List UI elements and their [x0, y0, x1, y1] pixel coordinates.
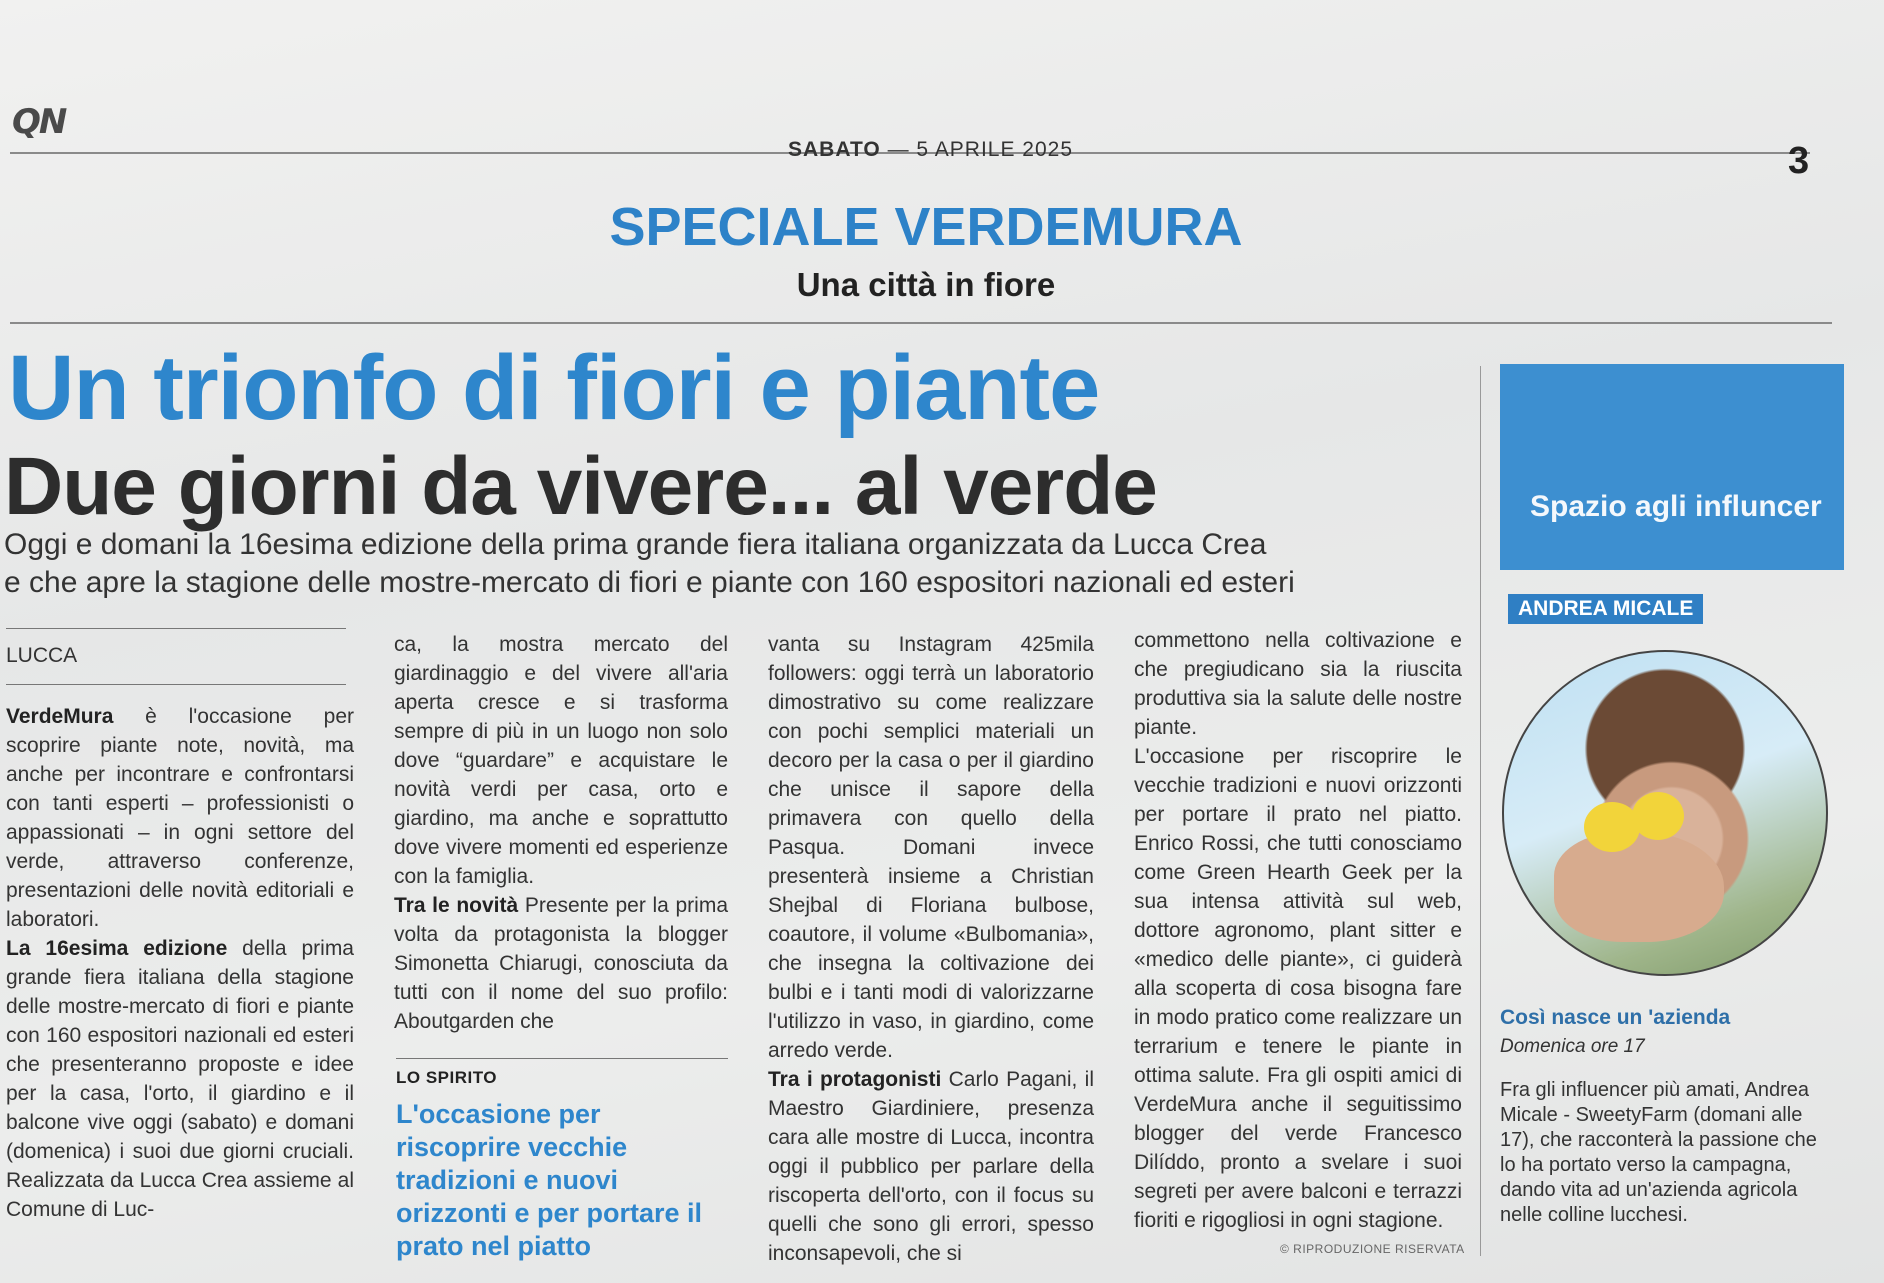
column-3-text-2: Carlo Pagani, il Maestro Giardiniere, presenza cara alle mostre di Lucca, incontra oggi il pubblico per parlare della riscoperta dell'orto, con il focus su quelli che sono gli errori, spesso inconsapevoli, che si: [768, 1068, 1094, 1265]
page-number: 3: [1788, 140, 1810, 182]
article-column-1: [6, 702, 354, 1224]
date-day: SABATO: [788, 138, 881, 161]
sidebar-body: Fra gli influencer più amati, Andrea Micale - SweetyFarm (domani alle 17), che racconterà la passione che lo ha portato verso la campagna, dando vita ad un'azienda agricola nelle colline lucchesi.: [1500, 1079, 1817, 1226]
spirit-box: [396, 1068, 730, 1263]
column-2-bold-2: Tra le novità: [394, 894, 519, 917]
issue-date: [788, 138, 1073, 162]
column-2-text-2: Presente per la prima volta da protagonista la blogger Simonetta Chiarugi, conosciuta da tutti con il nome del suo profilo: Aboutgarden che: [394, 894, 728, 1033]
box-rule: [396, 1058, 728, 1059]
lead-line-2: e che apre la stagione delle mostre-mercato di fiori e piante con 160 espositori nazionali ed esteri: [4, 566, 1295, 599]
column-1-paragraph-1: [6, 702, 354, 934]
date-rest: 5 APRILE 2025: [916, 138, 1074, 161]
section-rule: [10, 322, 1832, 324]
dateline-rule-top: [6, 628, 346, 629]
sidebar-caption-time: Domenica ore 17: [1500, 1036, 1645, 1057]
sidebar-divider: [1480, 366, 1481, 1256]
column-1-text-1: è l'occasione per scoprire piante note, novità, ma anche per incontrare e confrontarsi con tanti esperti – professionisti o appassionati – in ogni settore del verde, attraverso conferenze, presentazioni delle novità editoriali e laboratori.: [6, 705, 354, 931]
sidebar-caption-title: Così nasce un 'azienda: [1500, 1006, 1731, 1029]
hand-shape: [1554, 832, 1724, 942]
column-1-paragraph-2: [6, 934, 354, 1224]
subheadline: Due giorni da vivere... al verde: [4, 441, 1157, 532]
column-1-text-2: della prima grande fiera italiana della stagione delle mostre-mercato di fiori e piante con 160 espositori nazionali ed esteri che presenteranno proposte e idee per la casa, l'orto, il giardino e il balcone vive oggi (sabato) e domani (domenica) i suoi due giorni cruciali. Realizzata da Lucca Crea assieme al Comune di Luc-: [6, 937, 354, 1221]
influencer-banner-title: Spazio agli influncer: [1530, 490, 1822, 523]
influencer-name-tag: ANDREA MICALE: [1508, 594, 1703, 624]
column-4-paragraph-2: [1134, 742, 1462, 1235]
section-subtitle: Una città in fiore: [796, 266, 1056, 303]
qn-logo: QN: [12, 102, 66, 142]
section-title: SPECIALE VERDEMURA: [609, 197, 1243, 257]
influencer-photo: [1502, 650, 1828, 976]
article-column-4: [1134, 626, 1462, 1235]
box-title: L'occasione per riscoprire vecchie tradizioni e nuovi orizzonti e per portare il prato nel piatto: [396, 1099, 703, 1261]
article-column-2: [394, 630, 728, 1036]
copyright-note: © RIPRODUZIONE RISERVATA: [1280, 1242, 1465, 1256]
column-2-paragraph-1: [394, 630, 728, 891]
headline: Un trionfo di fiori e piante: [8, 337, 1100, 439]
column-2-paragraph-2: [394, 891, 728, 1036]
column-4-text-2: L'occasione per riscoprire le vecchie tradizioni e nuovi orizzonti per portare il prato nel piatto. Enrico Rossi, che tutti conosciamo come Green Hearth Geek per la sua intensa attività sul web, dottore agronomo, plant sitter e «medico delle piante», ci guiderà alla scoperta di cosa bisogna fare in modo pratico come realizzare un terrarium e tenere le piante in ottima salute. Fra gli ospiti amici di VerdeMura anche il seguitissimo blogger del verde Francesco Dilíddo, pronto a svelare i suoi segreti per avere balconi e terrazzi fioriti e rigogliosi in ogni stagione.: [1134, 745, 1462, 1232]
chick-shape-1: [1584, 802, 1640, 852]
column-1-bold-2: La 16esima edizione: [6, 937, 228, 960]
column-3-paragraph-1: [768, 630, 1094, 1065]
column-3-paragraph-2: [768, 1065, 1094, 1268]
chick-shape-2: [1632, 792, 1684, 840]
column-3-bold-2: Tra i protagonisti: [768, 1068, 942, 1091]
column-3-text-1: vanta su Instagram 425mila followers: oggi terrà un laboratorio dimostrativo su come realizzare con pochi semplici materiali un decoro per la casa o per il giardino che unisce il sapore della primavera con quello della Pasqua. Domani invece presenterà insieme a Christian Shejbal di Floriana bulbose, coautore, il volume «Bulbomania», che insegna la coltivazione dei bulbi e i tanti modi di valorizzarne l'utilizzo in vaso, in giardino, come arredo verde.: [768, 633, 1094, 1062]
date-separator: —: [880, 138, 917, 161]
column-1-bold-1: VerdeMura: [6, 705, 114, 728]
column-2-text-1: ca, la mostra mercato del giardinaggio e del vivere all'aria aperta cresce e si trasforma sempre di più in un luogo non solo dove “guardare” e acquistare le novità verdi per casa, orto e giardino, ma anche e soprattutto dove vivere momenti ed esperienze con la famiglia.: [394, 633, 728, 888]
lead-line-1: Oggi e domani la 16esima edizione della prima grande fiera italiana organizzata da Lucca Crea: [4, 528, 1267, 561]
influencer-banner: [1500, 364, 1844, 570]
column-4-text-1: commettono nella coltivazione e che pregiudicano sia la riuscita produttiva sia la salute delle nostre piante.: [1134, 629, 1462, 739]
article-dateline: LUCCA: [6, 644, 78, 667]
lead-paragraph: [4, 526, 1484, 602]
box-kicker: LO SPIRITO: [396, 1068, 498, 1087]
column-4-paragraph-1: [1134, 626, 1462, 742]
dateline-rule-bottom: [6, 684, 346, 685]
article-column-3: [768, 630, 1094, 1268]
